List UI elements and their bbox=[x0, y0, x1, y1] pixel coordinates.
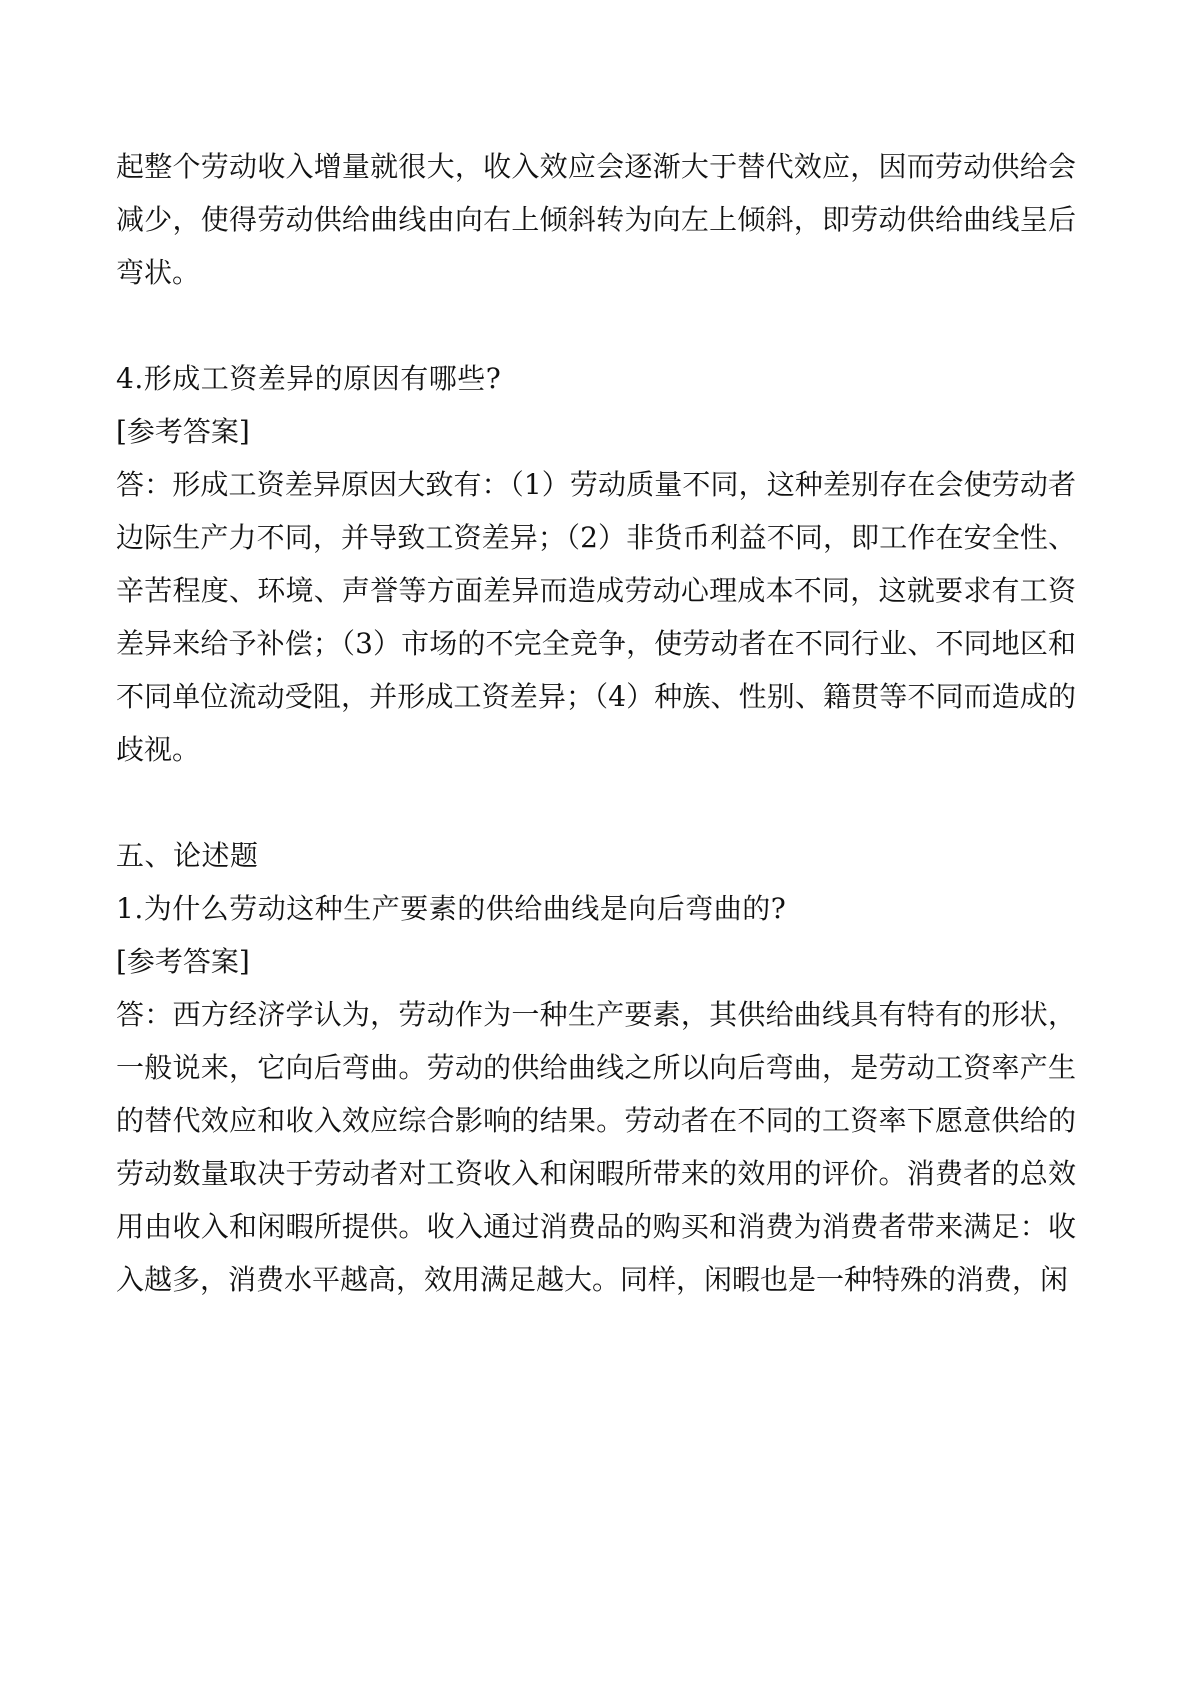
spacer bbox=[116, 776, 1076, 829]
document-page bbox=[116, 140, 1076, 1306]
essay-answer-1-paragraph: 答：西方经济学认为，劳动作为一种生产要素，其供给曲线具有特有的形状，一般说来，它向后弯曲。劳动的供给曲线之所以向后弯曲，是劳动工资率产生的替代效应和收入效应综合影响的结果。劳动者在不同的工资率下愿意供给的劳动数量取决于劳动者对工资收入和闲暇所带来的效用的评价。消费者的总效用由收入和闲暇所提供。收入通过消费品的购买和消费为消费者带来满足：收入越多，消费水平越高，效用满足越大。同样，闲暇也是一种特殊的消费，闲 bbox=[116, 998, 1076, 1296]
spacer bbox=[116, 299, 1076, 352]
essay-question-1: 1.为什么劳动这种生产要素的供给曲线是向后弯曲的? bbox=[116, 892, 787, 925]
section-title: 五、论述题 bbox=[116, 839, 259, 872]
continuation-paragraph: 起整个劳动收入增量就很大，收入效应会逐渐大于替代效应，因而劳动供给会减少，使得劳动供给曲线由向右上倾斜转为向左上倾斜，即劳动供给曲线呈后弯状。 bbox=[116, 150, 1076, 289]
reference-answer-label: [参考答案] bbox=[116, 415, 250, 448]
answer-4-paragraph: 答：形成工资差异原因大致有：（1）劳动质量不同，这种差别存在会使劳动者边际生产力不同，并导致工资差异；（2）非货币利益不同，即工作在安全性、辛苦程度、环境、声誉等方面差异而造成劳动心理成本不同，这就要求有工资差异来给予补偿；（3）市场的不完全竞争，使劳动者在不同行业、不同地区和不同单位流动受阻，并形成工资差异；（4）种族、性别、籍贯等不同而造成的歧视。 bbox=[116, 468, 1076, 766]
question-4: 4.形成工资差异的原因有哪些? bbox=[116, 362, 502, 395]
reference-answer-label: [参考答案] bbox=[116, 945, 250, 978]
